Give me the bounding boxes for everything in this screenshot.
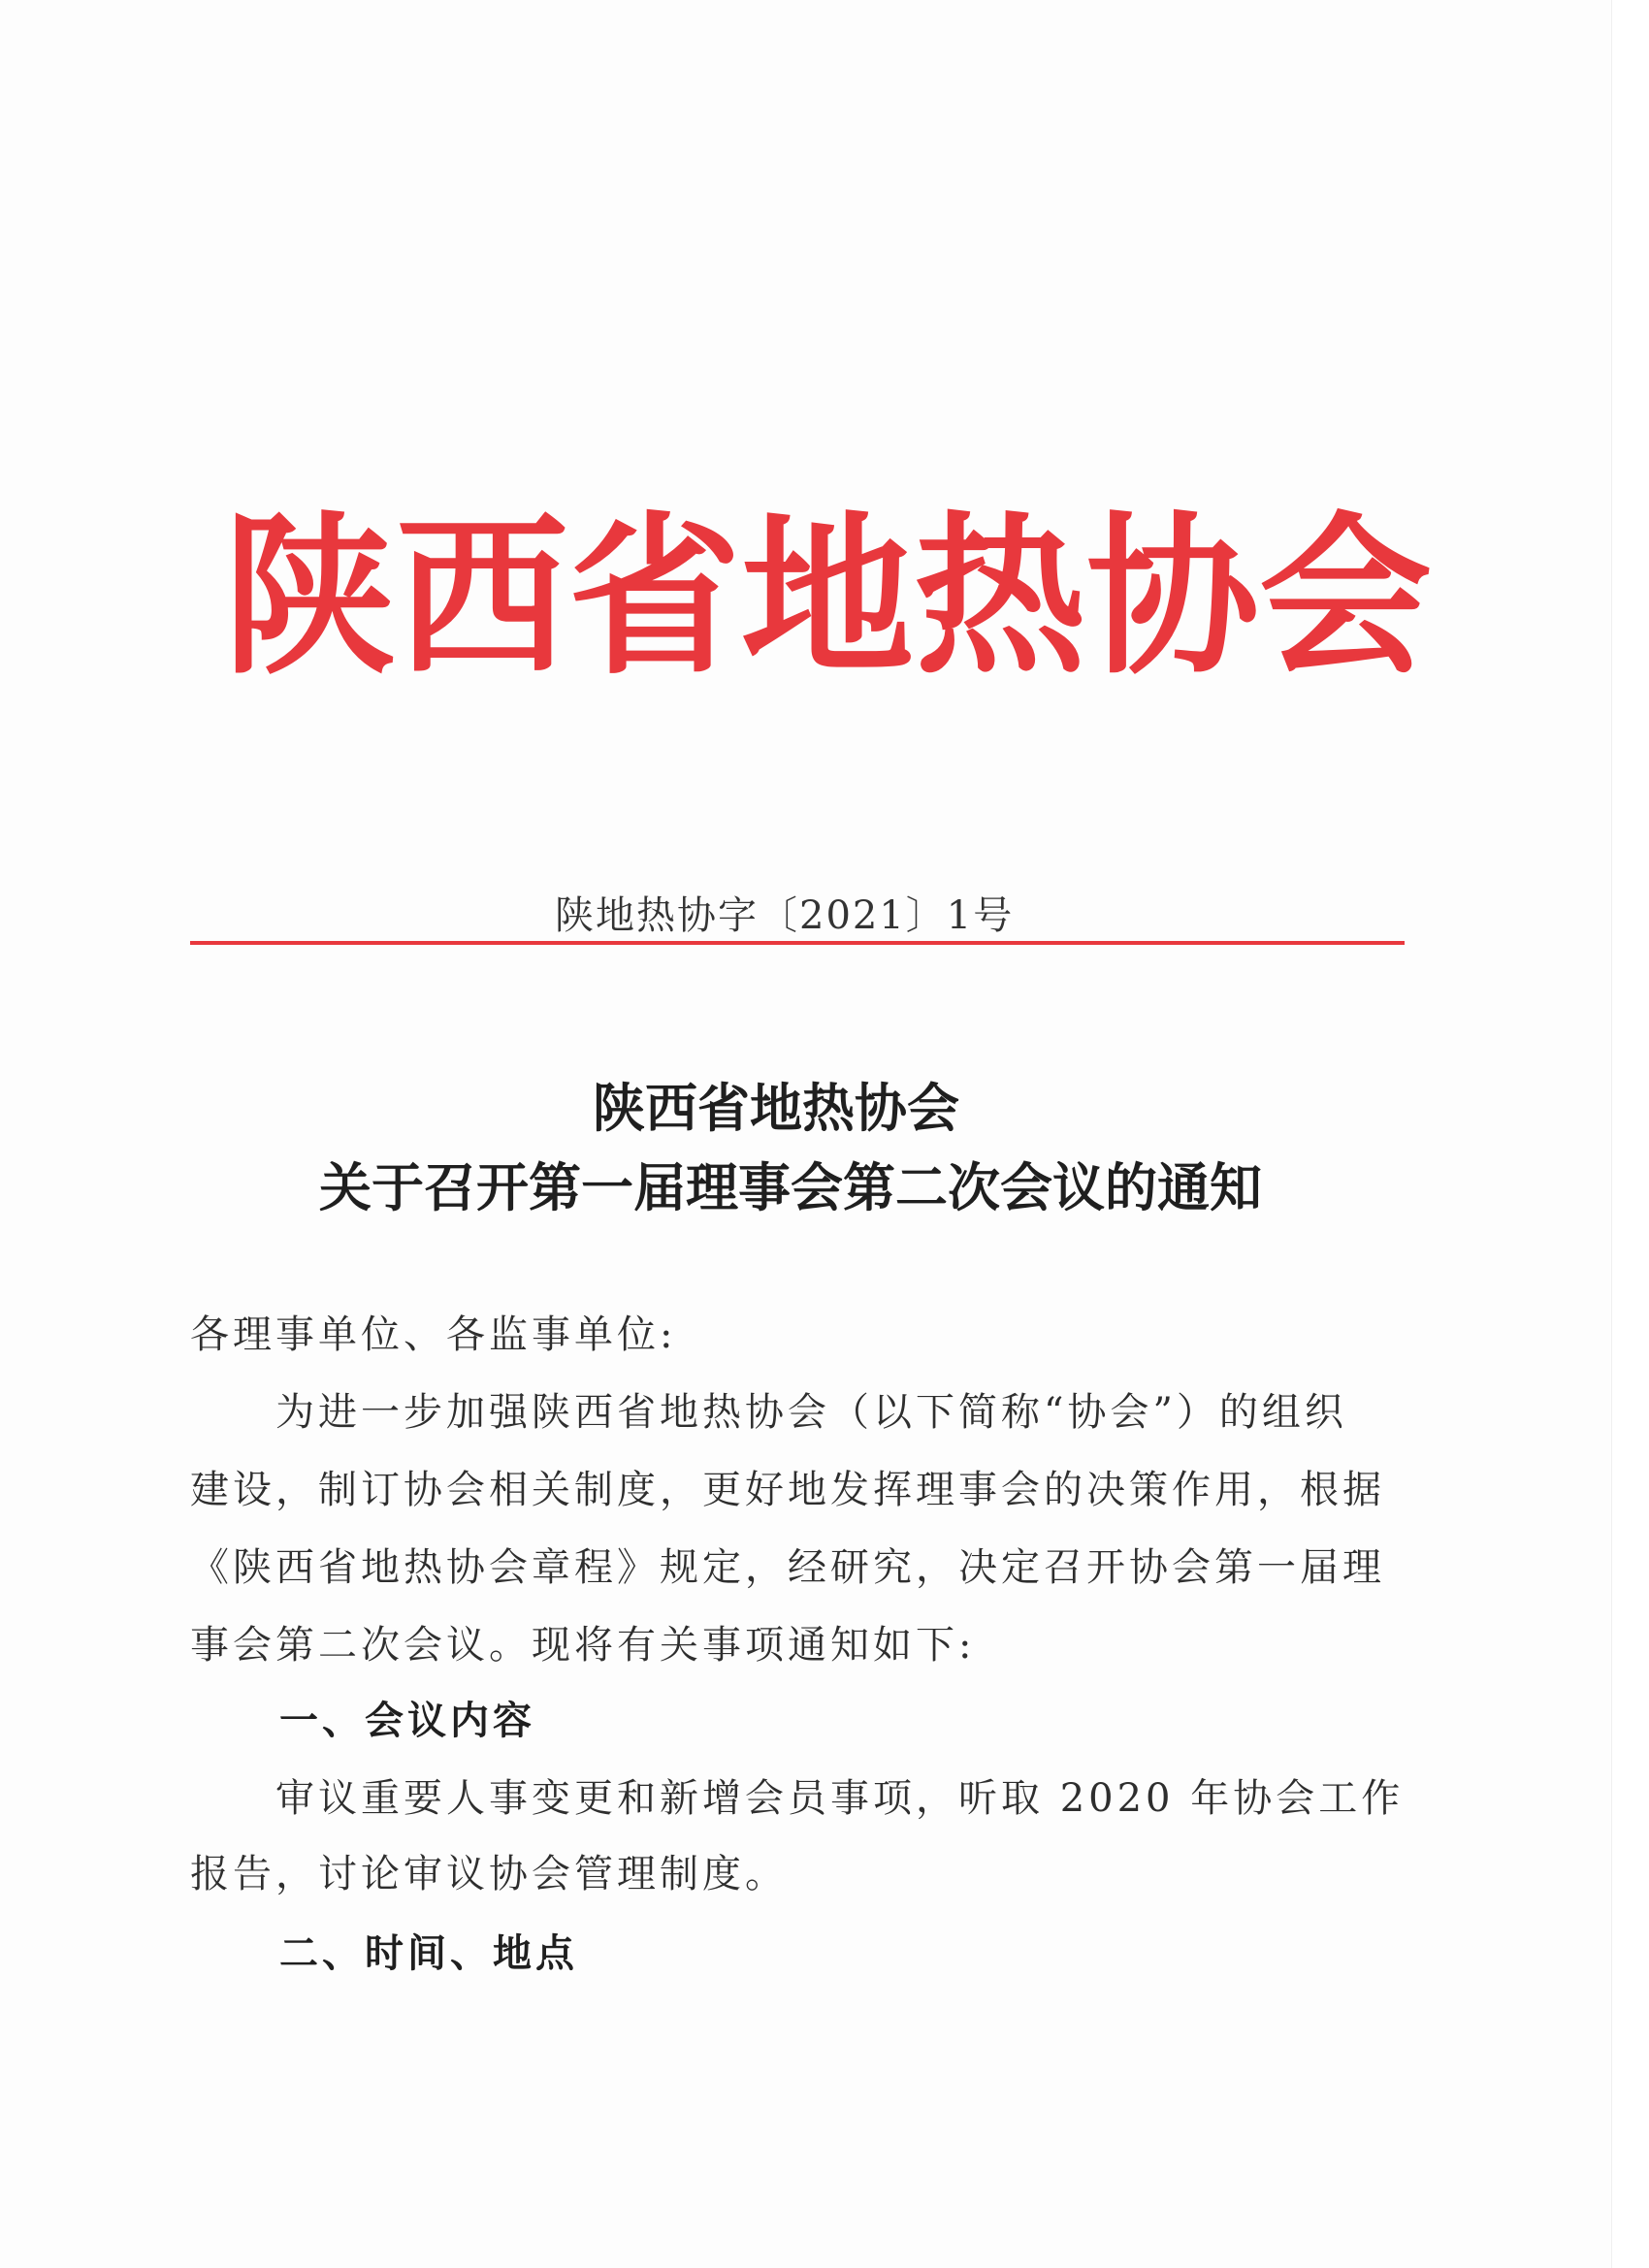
masthead-char: 西 — [396, 495, 568, 697]
document-number: 陕地热协字〔2021〕1号 — [555, 893, 1015, 938]
masthead-char: 地 — [741, 495, 914, 697]
masthead-char: 会 — [1259, 495, 1432, 697]
paragraph-line: 为进一步加强陕西省地热协会（以下简称“协会”）的组织 — [275, 1390, 1347, 1435]
paragraph-line: 审议重要人事变更和新增会员事项，听取 2020 年协会工作 — [275, 1776, 1405, 1821]
section-heading-2: 二、时间、地点 — [279, 1931, 578, 1976]
paragraph-line: 报告，讨论审议协会管理制度。 — [190, 1852, 788, 1896]
masthead-char: 热 — [914, 495, 1086, 697]
paragraph-line: 建设，制订协会相关制度，更好地发挥理事会的决策作用，根据 — [190, 1468, 1385, 1512]
paragraph-line: 《陕西省地热协会章程》规定，经研究，决定召开协会第一届理 — [190, 1545, 1385, 1590]
notice-title-line-1: 陕西省地热协会 — [593, 1077, 959, 1139]
salutation: 各理事单位、各监事单位: — [190, 1312, 677, 1357]
masthead-char: 陕 — [223, 495, 396, 697]
masthead-char: 省 — [568, 495, 741, 697]
red-divider-line — [190, 941, 1405, 945]
notice-title-line-2: 关于召开第一届理事会第二次会议的通知 — [319, 1156, 1262, 1218]
masthead-title — [223, 485, 1432, 708]
section-heading-1: 一、会议内容 — [279, 1699, 535, 1743]
paragraph-line: 事会第二次会议。现将有关事项通知如下: — [190, 1623, 976, 1668]
masthead-char: 协 — [1086, 495, 1259, 697]
